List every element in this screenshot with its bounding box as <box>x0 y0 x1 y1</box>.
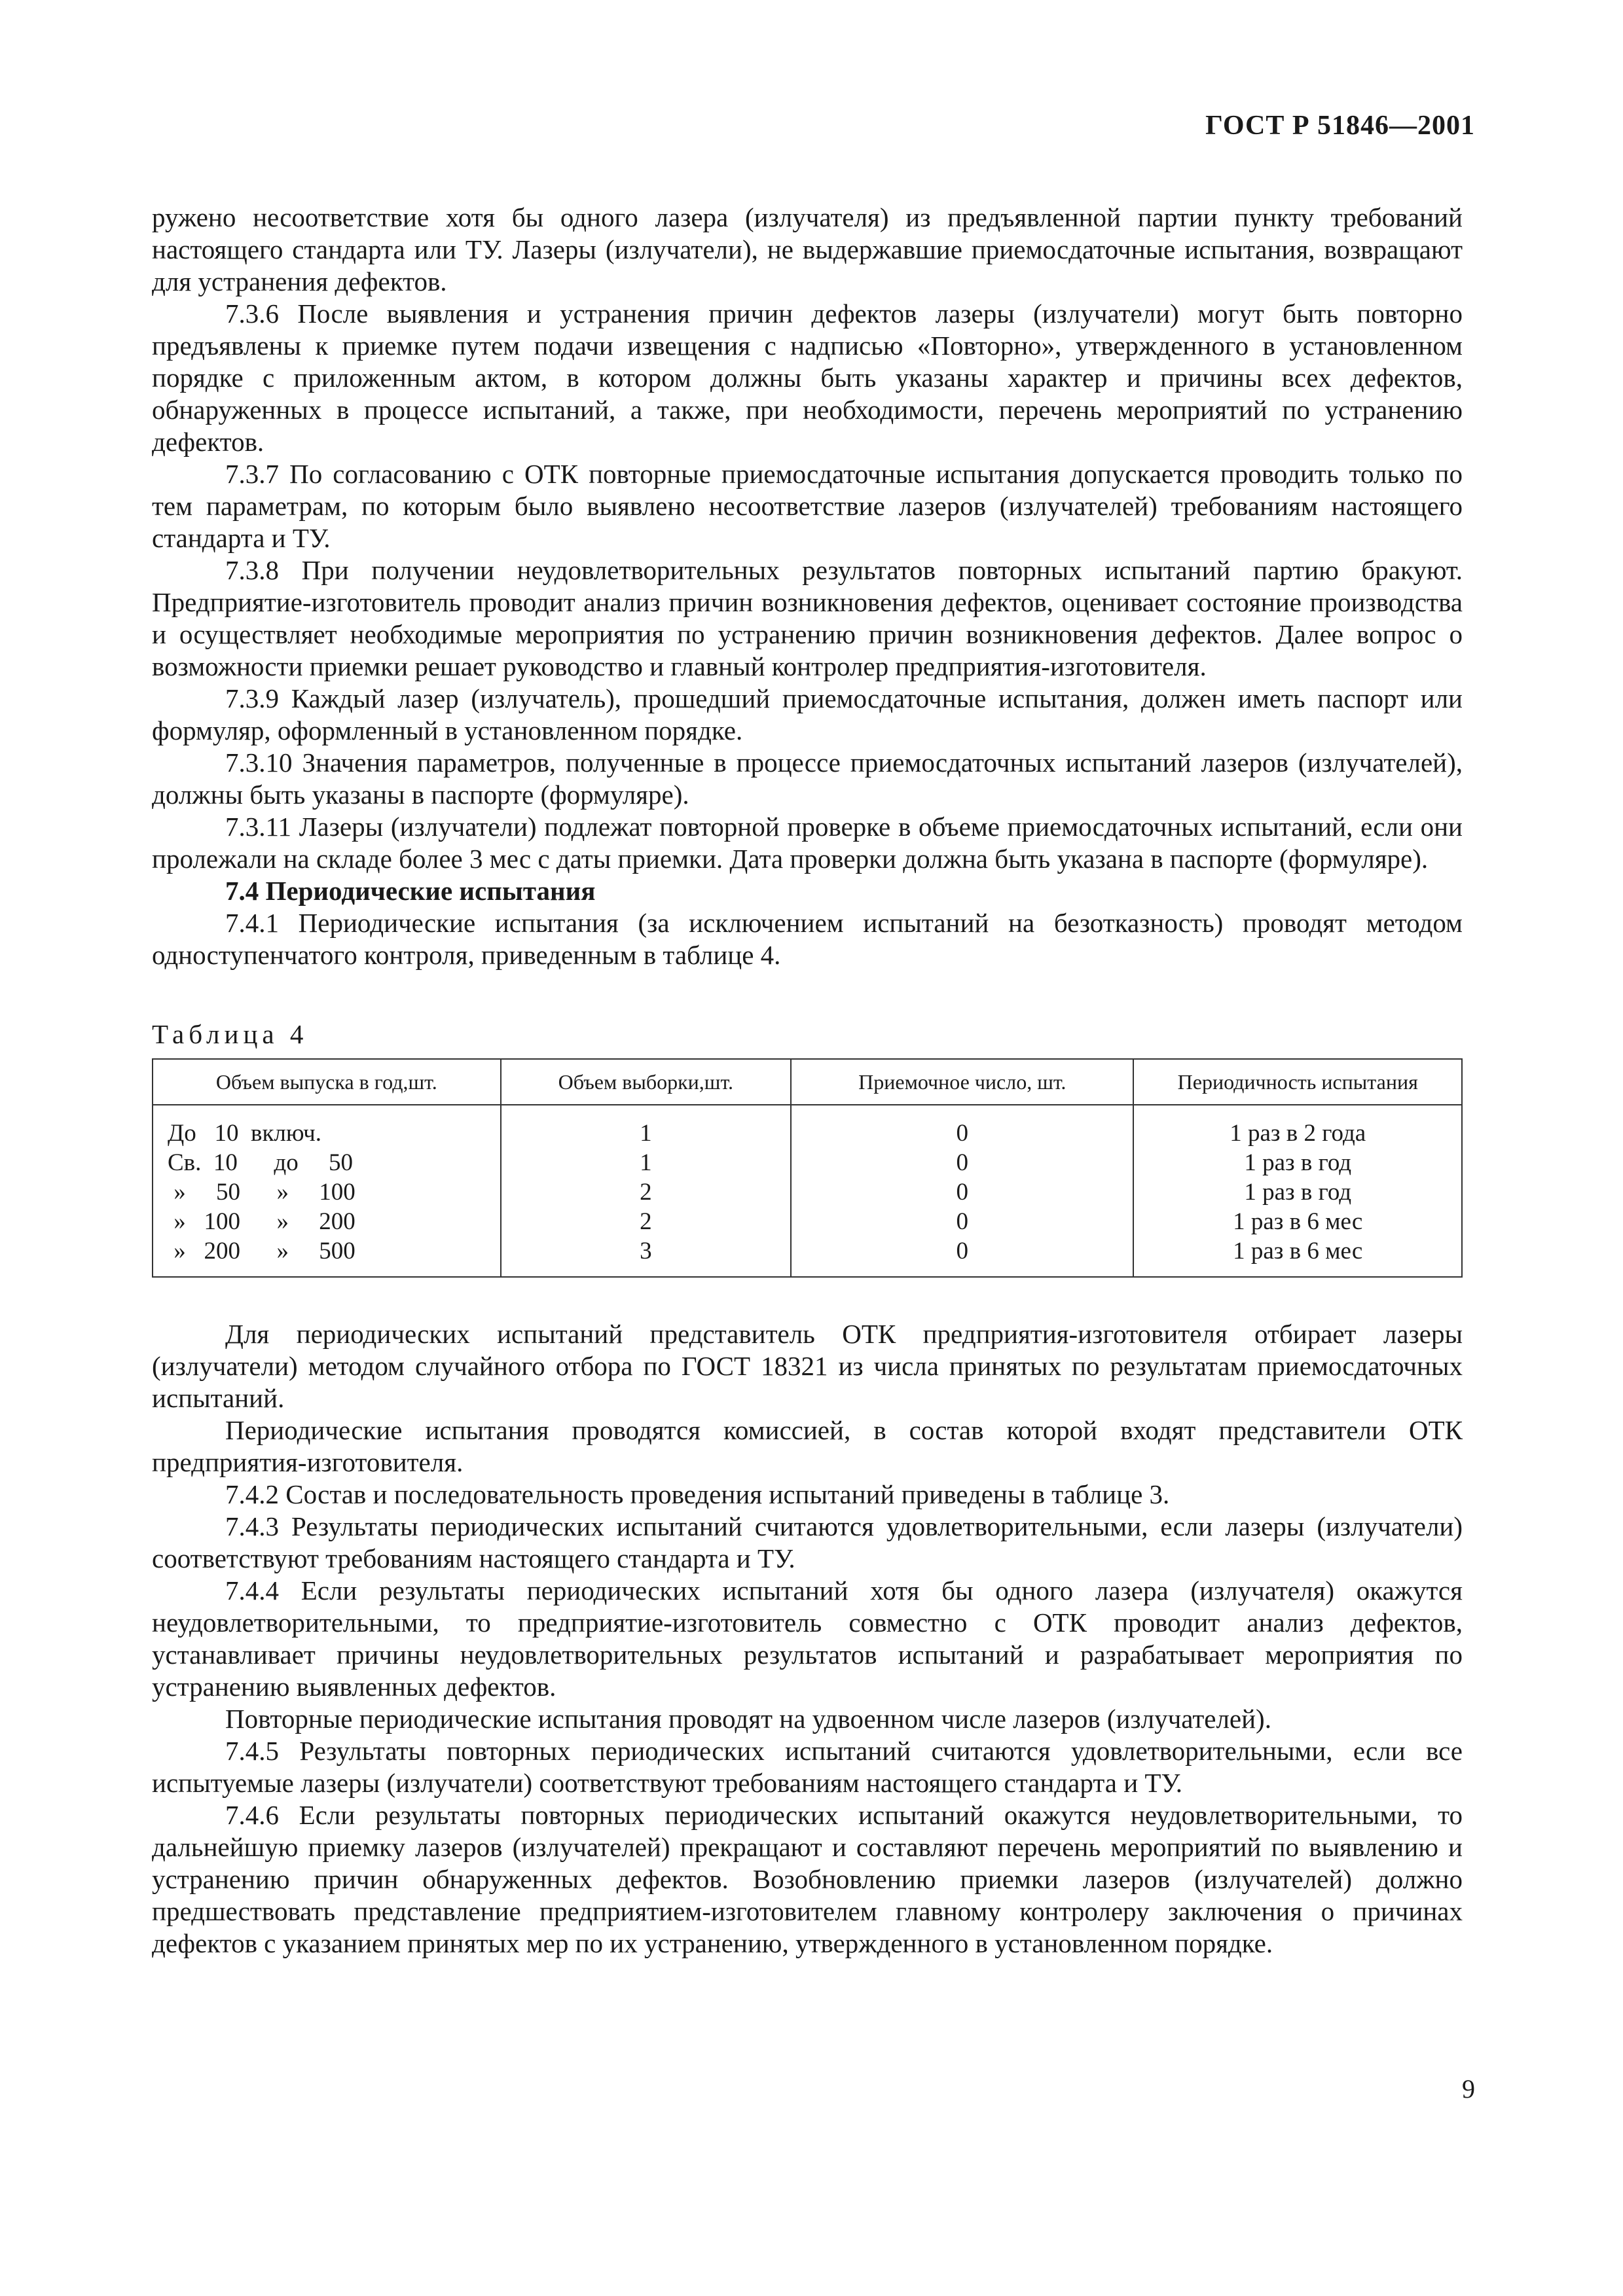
table-row <box>153 1207 1462 1236</box>
paragraph-7-3-7: 7.3.7 По согласованию с ОТК повторные приемосдаточные испытания допускается проводить только по тем параметрам, по которым было выявлено несоответствие лазеров (излучателей) требованиям настоящего стандарта и ТУ. <box>152 459 1463 553</box>
table-cell: 2 <box>501 1177 792 1207</box>
table-cell: 1 <box>501 1105 792 1148</box>
table-header-cell: Объем выборки,шт. <box>501 1059 792 1105</box>
standard-code-header: ГОСТ Р 51846—2001 <box>1205 111 1475 141</box>
paragraph-7-4-2: 7.4.2 Состав и последовательность проведения испытаний приведены в таблице 3. <box>225 1479 1170 1509</box>
table-cell: 1 раз в 6 мес <box>1133 1236 1462 1277</box>
table-caption: Таблица 4 <box>152 1019 308 1049</box>
table-cell: 0 <box>791 1207 1133 1236</box>
paragraph-7-4-5: 7.4.5 Результаты повторных периодических испытаний считаются удовлетворительными, если все испытуемые лазеры (излучатели) соответствуют требованиям настоящего стандарта и ТУ. <box>152 1736 1463 1798</box>
table-header-row <box>153 1059 1462 1105</box>
table-cell: 1 <box>501 1148 792 1177</box>
paragraph-7-4-6: 7.4.6 Если результаты повторных периодических испытаний окажутся неудовлетворительными, то дальнейшую приемку лазеров (излучателей) прекращают и составляют перечень мероприятий по выявлению и устранению причин обнаруженных дефектов. Возобновлению приемки лазеров (излучателей) должно предшествовать представление предприятием-изготовителем главному контролеру заключения о причинах дефектов с указанием принятых мер по их устранению, утвержденного в установленном порядке. <box>152 1800 1463 1958</box>
section-heading-7-4: 7.4 Периодические испытания <box>225 876 596 906</box>
table-cell: 1 раз в 2 года <box>1133 1105 1462 1148</box>
paragraph-7-3-11: 7.3.11 Лазеры (излучатели) подлежат повторной проверке в объеме приемосдаточных испытаний, если они пролежали на складе более 3 мес с даты приемки. Дата проверки должна быть указана в паспорте (формуляре). <box>152 812 1463 874</box>
table-cell: 0 <box>791 1177 1133 1207</box>
table-row <box>153 1177 1462 1207</box>
body-text <box>152 202 1463 1960</box>
table-cell: 1 раз в 6 мес <box>1133 1207 1462 1236</box>
table-cell: 0 <box>791 1236 1133 1277</box>
paragraph-selection: Для периодических испытаний представитель ОТК предприятия-изготовителя отбирает лазеры (излучатели) методом случайного отбора по ГОСТ 18321 из числа принятых по результатам приемосдаточных испытаний. <box>152 1319 1463 1413</box>
table-cell: 2 <box>501 1207 792 1236</box>
table-cell: Св. 10 до 50 <box>153 1148 501 1177</box>
paragraph-7-4-1: 7.4.1 Периодические испытания (за исключением испытаний на безотказность) проводят методом одноступенчатого контроля, приведенным в таблице 4. <box>152 908 1463 970</box>
table-cell: До 10 включ. <box>153 1105 501 1148</box>
table-cell: 1 раз в год <box>1133 1148 1462 1177</box>
table-cell: 1 раз в год <box>1133 1177 1462 1207</box>
table-cell: » 200 » 500 <box>153 1236 501 1277</box>
table-cell: » 100 » 200 <box>153 1207 501 1236</box>
table-row <box>153 1236 1462 1277</box>
paragraph-7-4-3: 7.4.3 Результаты периодических испытаний считаются удовлетворительными, если лазеры (излучатели) соответствуют требованиям настоящего стандарта и ТУ. <box>152 1511 1463 1573</box>
table-header-cell: Периодичность испытания <box>1133 1059 1462 1105</box>
paragraph-7-3-6: 7.3.6 После выявления и устранения причин дефектов лазеры (излучатели) могут быть повторно предъявлены к приемке путем подачи извещения с надписью «Повторно», утвержденного в установленном порядке с приложенным актом, в котором должны быть указаны характер и причины всех дефектов, обнаруженных в процессе испытаний, а также, при необходимости, перечень мероприятий по устранению дефектов. <box>152 298 1463 457</box>
table-header-cell: Объем выпуска в год,шт. <box>153 1059 501 1105</box>
paragraph-7-4-4: 7.4.4 Если результаты периодических испытаний хотя бы одного лазера (излучателя) окажутся неудовлетворительными, то предприятие-изготовитель совместно с ОТК проводит анализ дефектов, устанавливает причины неудовлетворительных результатов испытаний и разрабатывает мероприятия по устранению выявленных дефектов. <box>152 1575 1463 1702</box>
table-cell: » 50 » 100 <box>153 1177 501 1207</box>
paragraph-7-3-8: 7.3.8 При получении неудовлетворительных результатов повторных испытаний партию бракуют. Предприятие-изготовитель проводит анализ причин возникновения дефектов, оценивает состояние производства и осуществляет необходимые мероприятия по устранению причин возникновения дефектов. Далее вопрос о возможности приемки решает руководство и главный контролер предприятия-изготовителя. <box>152 555 1463 681</box>
paragraph-continued: ружено несоответствие хотя бы одного лазера (излучателя) из предъявленной партии пункту требований настоящего стандарта или ТУ. Лазеры (излучатели), не выдержавшие приемосдаточные испытания, возвращают для устранения дефектов. <box>152 202 1463 296</box>
table-cell: 3 <box>501 1236 792 1277</box>
page-number: 9 <box>1462 2074 1475 2104</box>
table-row <box>153 1148 1462 1177</box>
paragraph-7-3-10: 7.3.10 Значения параметров, полученные в процессе приемосдаточных испытаний лазеров (излучателей), должны быть указаны в паспорте (формуляре). <box>152 747 1463 810</box>
paragraph-repeat-tests: Повторные периодические испытания проводят на удвоенном числе лазеров (излучателей). <box>225 1704 1271 1734</box>
paragraph-commission: Периодические испытания проводятся комиссией, в состав которой входят представители ОТК предприятия-изготовителя. <box>152 1415 1463 1477</box>
table-cell: 0 <box>791 1148 1133 1177</box>
table-4 <box>152 1058 1463 1278</box>
paragraph-7-3-9: 7.3.9 Каждый лазер (излучатель), прошедший приемосдаточные испытания, должен иметь паспорт или формуляр, оформленный в установленном порядке. <box>152 683 1463 745</box>
table-cell: 0 <box>791 1105 1133 1148</box>
table-header-cell: Приемочное число, шт. <box>791 1059 1133 1105</box>
table-row <box>153 1105 1462 1148</box>
